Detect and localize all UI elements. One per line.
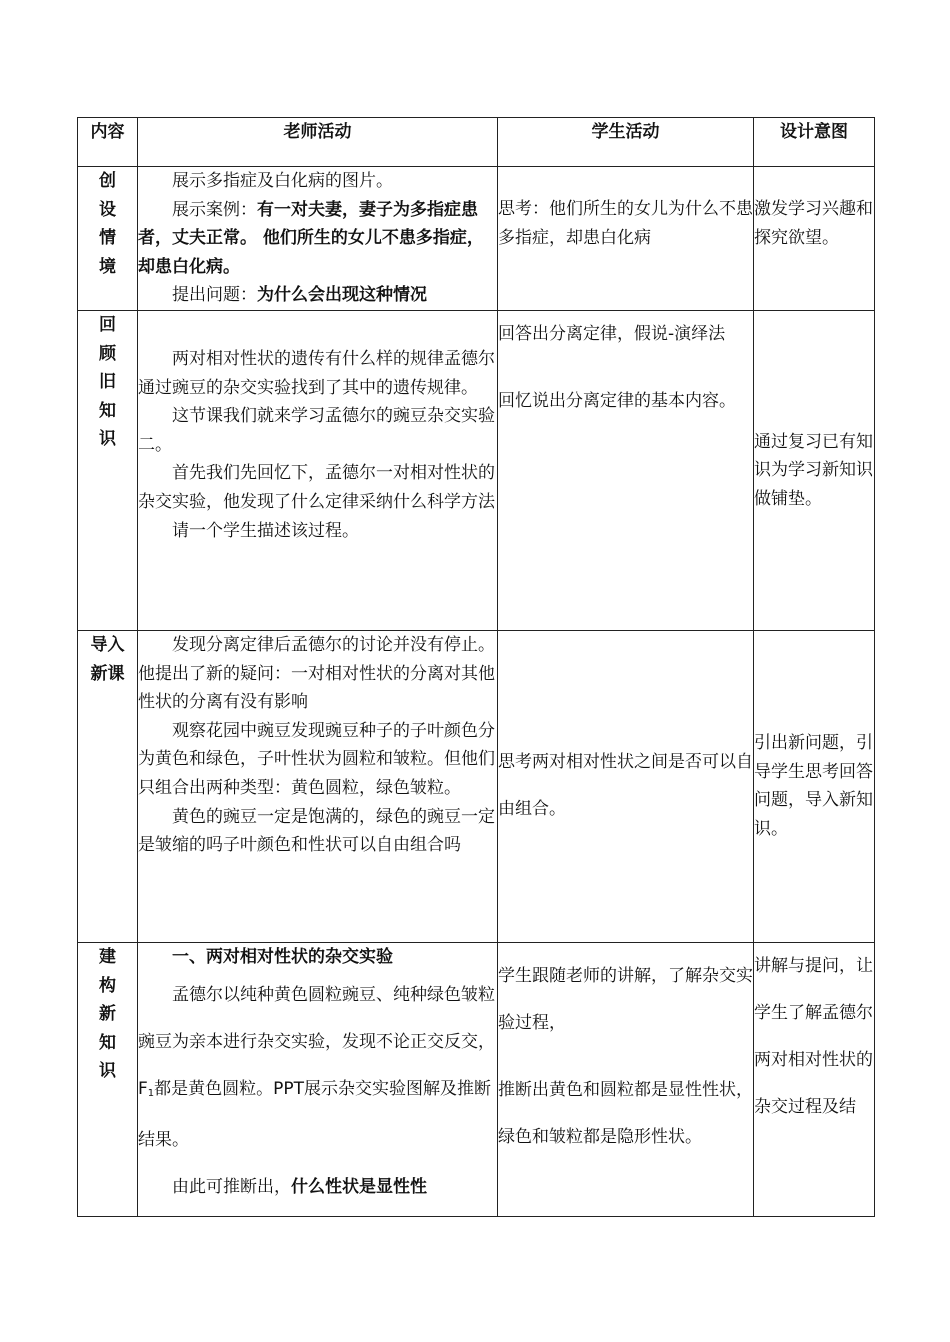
teacher-activity-intro: 发现分离定律后孟德尔的讨论并没有停止。他提出了新的疑问：一对相对性状的分离对其他性状的分离有没有影响 观察花园中豌豆发现豌豆种子的子叶颜色分为黄色和绿色，子叶性状为圆粒和皱粒。但他们只组合出两种类型：黄色圆粒，绿色皱粒。 黄色的豌豆一定是饱满的，绿色的豌豆一定是皱缩的吗子叶颜色和性状可以自由组合吗 (138, 630, 498, 942)
row-review (78, 310, 875, 630)
student-activity-intro: 思考两对相对性状之间是否可以自由组合。 (498, 630, 754, 942)
category-intro: 导入 新课 (78, 630, 138, 942)
student-activity-construct: 学生跟随老师的讲解，了解杂交实验过程， 推断出黄色和圆粒都是显性性状，绿色和皱粒都是隐形性状。 (498, 942, 754, 1216)
category-review: 回顾旧知识 (78, 310, 138, 630)
header-row (78, 118, 875, 167)
row-construct (78, 942, 875, 1216)
header-intent: 设计意图 (754, 118, 875, 167)
teacher-activity-construct: 一、两对相对性状的杂交实验 孟德尔以纯种黄色圆粒豌豆、纯种绿色皱粒豌豆为亲本进行杂交实验，发现不论正交反交，$F_1$都是黄色圆粒。PPT展示杂交实验图解及推断结果。 由此可推断出，什么性状是显性性 (138, 942, 498, 1216)
intent-review: 通过复习已有知识为学习新知识做铺垫。 (754, 310, 875, 630)
header-teacher: 老师活动 (138, 118, 498, 167)
intent-intro: 引出新问题，引导学生思考回答问题，导入新知识。 (754, 630, 875, 942)
intent-scenario: 激发学习兴趣和探究欲望。 (754, 167, 875, 311)
intent-construct: 讲解与提问，让学生了解孟德尔两对相对性状的杂交过程及结 (754, 942, 875, 1216)
teacher-activity-review: 两对相对性状的遗传有什么样的规律孟德尔通过豌豆的杂交实验找到了其中的遗传规律。 这节课我们就来学习孟德尔的豌豆杂交实验二。 首先我们先回忆下，孟德尔一对相对性状的杂交实验，他发现了什么定律采纳什么科学方法 请一个学生描述该过程。 (138, 310, 498, 630)
row-scenario (78, 167, 875, 311)
header-content: 内容 (78, 118, 138, 167)
student-activity-review: 回答出分离定律，假说-演绎法 回忆说出分离定律的基本内容。 (498, 310, 754, 630)
lesson-plan-table (77, 117, 875, 1217)
category-scenario: 创设情境 (78, 167, 138, 311)
row-intro (78, 630, 875, 942)
teacher-activity-scenario: 展示多指症及白化病的图片。 展示案例：有一对夫妻，妻子为多指症患者，丈夫正常。 他们所生的女儿不患多指症，却患白化病。 提出问题：为什么会出现这种情况 (138, 167, 498, 311)
header-student: 学生活动 (498, 118, 754, 167)
category-construct: 建构新知识 (78, 942, 138, 1216)
student-activity-scenario: 思考：他们所生的女儿为什么不患多指症，却患白化病 (498, 167, 754, 311)
section-heading: 一、两对相对性状的杂交实验 (172, 946, 393, 967)
